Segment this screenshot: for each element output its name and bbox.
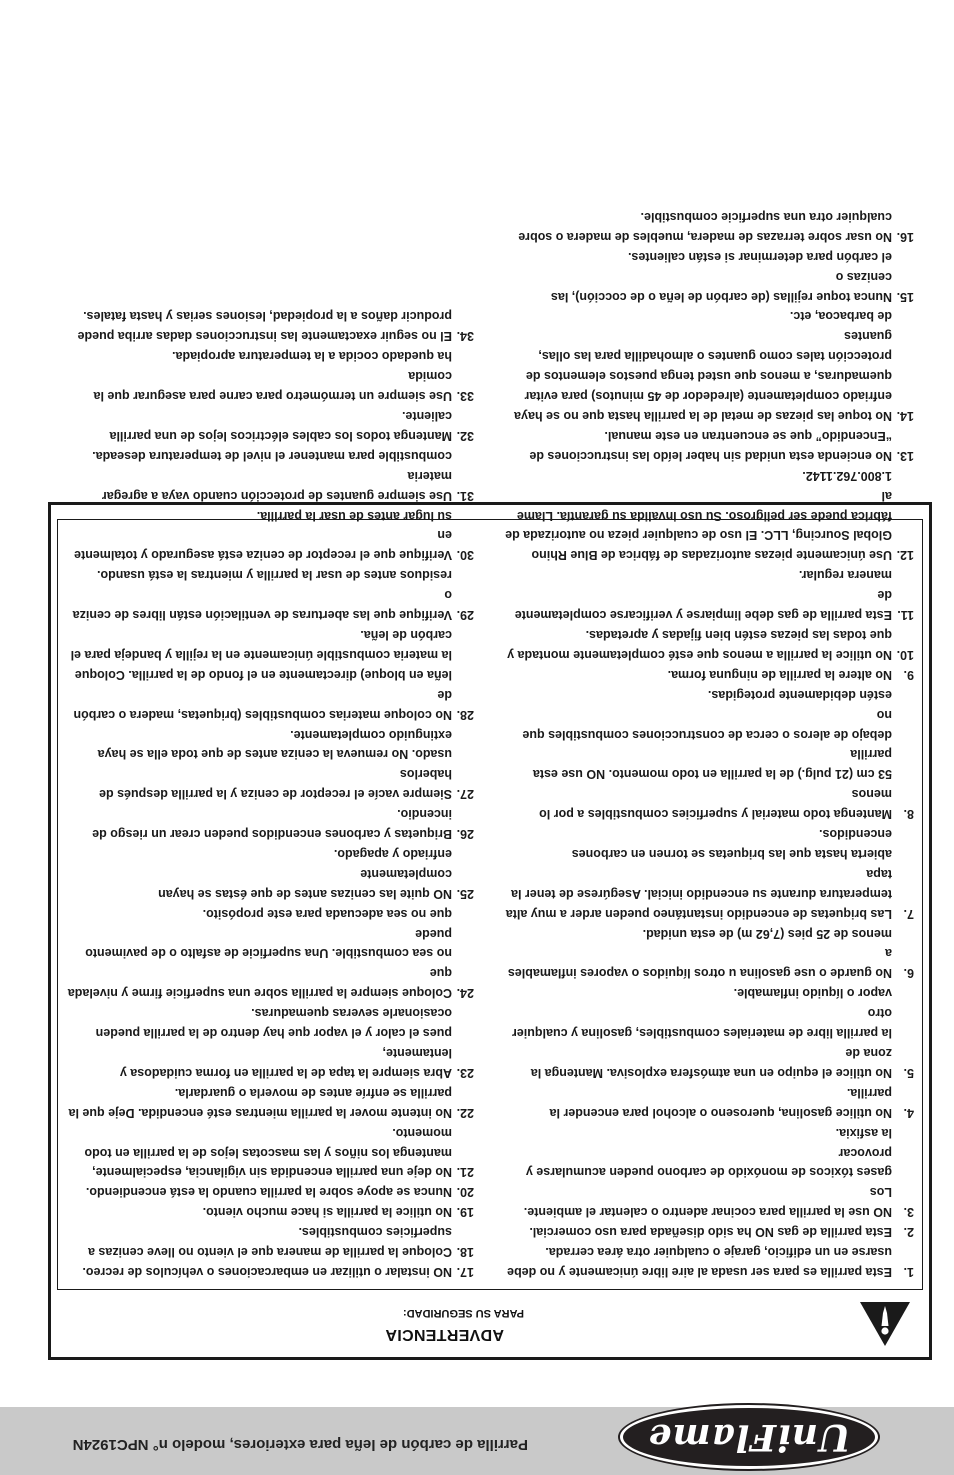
instruction-line: 1.800.762.1142.: [802, 468, 892, 483]
instruction-line: superficies combustibles.: [298, 1225, 452, 1240]
instruction-item: [64, 724, 474, 804]
instruction-line: Global Sourcing, LLC. El uso de cualquier pieza no autorizada de: [505, 528, 892, 543]
instruction-line: que todas las piezas estén bien fijadas y apretadas.: [585, 628, 892, 642]
instruction-text: [64, 1221, 452, 1261]
instruction-item: [504, 684, 914, 823]
instruction-line: producir daños a la propiedad, lesiones serias y hasta fatales.: [83, 309, 452, 324]
instruction-text: [64, 1122, 452, 1182]
instruction-item: [504, 1221, 914, 1241]
instruction-line: No coloque materias combustibles (briquetas, madera o carbón de: [73, 687, 452, 722]
instruction-line: NO instalar o utilizar en embarcaciones o vehículos de recreo.: [82, 1265, 452, 1279]
instruction-line: Esta parrilla es para ser usada al aire libre únicamente y no debe: [507, 1265, 892, 1279]
instruction-number: 3.: [903, 1205, 914, 1220]
instruction-number: 5.: [903, 1065, 914, 1080]
instruction-line: residuos antes de usar la parrilla y mientras la está usando.: [96, 568, 452, 583]
instruction-text: [64, 843, 452, 903]
instruction-item: [504, 1082, 914, 1122]
instruction-text: [504, 1221, 892, 1241]
instruction-item: [64, 306, 474, 346]
instruction-item: [504, 425, 914, 465]
instruction-line: protección tales como guantes o almohadilla para las ollas, guantes: [538, 329, 892, 364]
instruction-text: [64, 306, 452, 346]
instruction-line: Briquetas y carbones encendidos pueden crear un riesgo de: [92, 827, 452, 842]
instruction-line: 53 cm (21 pulg.) de la parrilla en todo momento. NO use esta parrilla: [532, 747, 892, 782]
instruction-text: [504, 425, 892, 465]
instruction-item: [504, 465, 914, 565]
instruction-number: 24.: [456, 986, 474, 1001]
instruction-item: [504, 982, 914, 1082]
instruction-line: temperatura durante su encendido inicial. Asegúrese de tener la tapa: [511, 866, 892, 901]
instruction-line: No guarde o use gasolina u otros líquidos o vapores inflamables a: [507, 946, 892, 981]
uniflame-logo: [620, 1405, 878, 1469]
instruction-text: [504, 664, 892, 684]
instruction-line: parrilla se enfríe antes de moverla o guardarla.: [174, 1085, 452, 1100]
instruction-line: El no seguir exactamente las instrucciones dadas arriba puede: [77, 329, 452, 344]
instruction-number: 30.: [456, 548, 474, 563]
instruction-line: enfriado completamente (alrededor de 45 minutos) para evitar: [524, 389, 892, 404]
instruction-line: la materia combustible únicamente en la rejilla y bandeja para el: [70, 647, 452, 662]
instruction-line: cualquier otra una superficie combustible.: [640, 209, 892, 224]
instruction-number: 16.: [896, 229, 914, 244]
instructions-left-column: [504, 206, 914, 1281]
instruction-line: que no sea adecuada para este propósito.: [202, 906, 452, 921]
instruction-line: Use únicamente piezas autorizadas de fábrica de Blue Rhino: [531, 548, 892, 563]
instruction-text: [504, 206, 892, 246]
instruction-line: quemaduras, a menos que usted tenga puestos elementos de: [525, 369, 892, 384]
instruction-text: [504, 1241, 892, 1281]
instruction-line: su lugar antes de usar la parrilla.: [256, 508, 452, 523]
instruction-line: Esta parrilla de gas NO ha sido diseñada para uso comercial.: [529, 1225, 892, 1240]
instruction-line: Abra siempre la tapa de la parrilla en forma cuidadosa y lentamente,: [119, 1046, 452, 1080]
instruction-text: [64, 624, 452, 724]
instruction-line: Las briquetas de encendido instantáneo pueden arder a muy alta: [505, 906, 892, 921]
instruction-number: 31.: [456, 488, 474, 503]
instruction-line: Coloque la parrilla de manera que el viento no lleve cenizas a: [87, 1245, 452, 1260]
instruction-text: [64, 345, 452, 405]
instruction-text: [504, 1122, 892, 1222]
instruction-text: [504, 306, 892, 425]
instruction-item: [64, 1221, 474, 1261]
instruction-text: [504, 465, 892, 565]
warning-title: ADVERTENCIA: [385, 1326, 504, 1343]
instruction-item: [504, 923, 914, 983]
instruction-line: ha quedado cocida a la temperatura apropiada.: [172, 349, 452, 364]
instruction-number: 18.: [456, 1245, 474, 1260]
instruction-line: No utilice el equipo en una atmósfera explosiva. Mantenga la zona de: [530, 1046, 892, 1080]
instruction-text: [504, 923, 892, 983]
instruction-text: [64, 903, 452, 1003]
footer-band: [0, 1407, 954, 1475]
instruction-item: [64, 1122, 474, 1182]
instruction-line: Verifique que las aberturas de ventilación están libres de ceniza o: [72, 588, 452, 623]
instruction-item: [64, 564, 474, 624]
instruction-text: [64, 803, 452, 843]
instruction-line: combustible para mantener el nivel de temperatura deseada.: [92, 448, 452, 463]
instruction-line: de barbacoa, etc.: [789, 309, 892, 324]
instruction-number: 23.: [456, 1065, 474, 1080]
instruction-number: 1.: [903, 1265, 914, 1279]
instruction-number: 21.: [456, 1165, 474, 1180]
instruction-number: 15.: [896, 289, 914, 304]
instruction-line: Siempre vacíe el receptor de ceniza y la parrilla después de haberlos: [99, 767, 452, 802]
instruction-line: extinguido completamente.: [290, 727, 452, 742]
instruction-text: [64, 1002, 452, 1082]
instruction-line: incendio.: [397, 807, 452, 822]
instruction-number: 33.: [456, 389, 474, 404]
instruction-item: [64, 445, 474, 505]
instruction-line: “Encendido” que se encuentran en este manual.: [604, 428, 892, 443]
instruction-item: [504, 246, 914, 306]
instruction-item: [64, 405, 474, 445]
instruction-text: [504, 823, 892, 923]
instruction-line: menos de 25 pies (7,62 m) de esta unidad.: [642, 926, 892, 941]
instruction-number: 4.: [903, 1105, 914, 1120]
instruction-line: No utilice la parrilla a menos que esté completamente montada y: [507, 647, 892, 662]
instruction-item: [504, 823, 914, 923]
instruction-line: vapor o líquido inflamable.: [733, 986, 892, 1001]
instruction-number: 9.: [903, 667, 914, 682]
instruction-item: [64, 1082, 474, 1122]
instruction-line: debajo de aleros o cerca de construcciones combustibles que no: [522, 707, 892, 742]
instruction-text: [64, 1181, 452, 1201]
instruction-item: [64, 345, 474, 405]
instruction-item: [64, 903, 474, 1003]
instruction-line: enfriado y apagado.: [333, 846, 452, 861]
instruction-text: [504, 1082, 892, 1122]
instruction-item: [64, 624, 474, 724]
instruction-line: No intente mover la parrilla mientras esté encendida. Deje que la: [68, 1105, 452, 1120]
instructions-right-column: [64, 306, 474, 1281]
instruction-number: 17.: [456, 1265, 474, 1279]
instruction-item: [64, 1002, 474, 1082]
instruction-line: Mantenga todo material y superficies combustibles a por lo menos: [539, 787, 892, 822]
instruction-line: Esta parrilla de gas debe limpiarse y verificarse completamente de: [514, 588, 892, 623]
instruction-line: Coloque siempre la parrilla sobre una superficie firme y nivelada que: [67, 966, 452, 1001]
instruction-number: 20.: [456, 1185, 474, 1200]
instruction-text: [64, 505, 452, 565]
instruction-line: No altere la parrilla de ninguna forma.: [667, 667, 892, 682]
instruction-line: No deje una parrilla encendida sin vigilancia, especialmente,: [92, 1165, 452, 1180]
instruction-line: la asfixia.: [835, 1125, 892, 1140]
instruction-line: Use siempre un termómetro para carne para asegurar que la comida: [93, 369, 452, 404]
instruction-item: [504, 564, 914, 624]
instruction-line: usado. No remueva la ceniza antes de que toda ella se haya: [97, 747, 452, 762]
instruction-line: Verifique que el receptor de ceniza está asegurado y totalmente en: [74, 528, 452, 563]
instruction-line: pues el calor y el vapor que hay dentro de la parrilla pueden: [95, 1026, 452, 1041]
instruction-item: [504, 306, 914, 425]
instruction-item: [64, 505, 474, 565]
instruction-line: Mantenga todos los cables eléctricos lejos de una parrilla caliente.: [109, 409, 452, 443]
instruction-number: 25.: [456, 886, 474, 901]
instruction-number: 12.: [896, 548, 914, 563]
warning-subtitle: PARA SU SEGURIDAD:: [402, 1307, 524, 1319]
footer-title: Parrilla de carbón de leña para exteriores, modelo n° NPC1924N: [72, 1436, 528, 1453]
instruction-number: 19.: [456, 1205, 474, 1220]
instruction-number: 28.: [456, 707, 474, 722]
instruction-item: [504, 664, 914, 684]
instruction-line: Nunca toque rejillas (de carbón de leña o de cocción), las cenizas o: [550, 269, 892, 304]
instruction-number: 29.: [456, 608, 474, 623]
instruction-text: [504, 684, 892, 823]
instruction-line: NO use la parrilla para cocinar adentro o calentar el ambiente. Los: [523, 1185, 892, 1220]
instruction-number: 22.: [456, 1105, 474, 1120]
instruction-text: [64, 405, 452, 445]
instruction-line: No utilice la parrilla si hace mucho viento.: [202, 1205, 452, 1220]
warning-person-icon: [857, 1299, 913, 1349]
instruction-text: [64, 445, 452, 505]
instruction-item: [504, 206, 914, 246]
instruction-item: [64, 803, 474, 843]
instruction-text: [64, 1082, 452, 1122]
instruction-number: 26.: [456, 827, 474, 842]
instruction-line: carbón de leña.: [360, 628, 452, 642]
safety-instructions-box: [57, 209, 923, 1290]
instruction-item: [504, 624, 914, 664]
instruction-line: ocasionarle severas quemaduras.: [251, 1006, 452, 1021]
instruction-number: 10.: [896, 647, 914, 662]
instruction-line: NO quite las cenizas antes de que éstas se hayan completamente: [158, 866, 452, 901]
instruction-number: 32.: [456, 428, 474, 443]
instruction-line: momento.: [392, 1125, 452, 1140]
instruction-number: 34.: [456, 329, 474, 344]
instruction-number: 6.: [903, 966, 914, 981]
instruction-number: 13.: [896, 448, 914, 463]
instruction-line: Use siempre guantes de protección cuando vaya a agregar materia: [101, 468, 452, 503]
instruction-line: estén debidamente protegidas.: [707, 687, 892, 702]
instruction-line: No utilice gasolina, queroseno o alcohol para encender la parrilla.: [549, 1085, 892, 1120]
instruction-line: la parrilla libre de materiales combustibles, gasolina y cualquier otro: [511, 1006, 892, 1041]
instruction-number: 14.: [896, 409, 914, 424]
instruction-line: usarse en un edificio, garaje o cualquier otra área cerrada.: [545, 1245, 892, 1260]
instruction-text: [64, 1261, 452, 1281]
instruction-number: 7.: [903, 906, 914, 921]
warning-box: [48, 209, 932, 1360]
instruction-item: [64, 843, 474, 903]
instruction-text: [64, 564, 452, 624]
instruction-line: el carbón para determinar si están calientes.: [627, 249, 892, 264]
instruction-item: [64, 1181, 474, 1201]
instruction-text: [504, 982, 892, 1082]
instruction-item: [64, 1201, 474, 1221]
instruction-line: Nunca se apoye sobre la parrilla cuando la está encendiendo.: [85, 1185, 452, 1200]
instruction-line: No toque las piezas de metal de la parrilla hasta que no se haya: [514, 409, 892, 424]
instruction-line: abierta hasta que las briquetas se tornen en carbones encendidos.: [571, 827, 892, 861]
instruction-text: [64, 1201, 452, 1221]
instruction-number: 27.: [456, 787, 474, 802]
instruction-text: [504, 564, 892, 624]
instruction-text: [504, 624, 892, 664]
instruction-item: [504, 1241, 914, 1281]
instruction-item: [504, 1122, 914, 1222]
instruction-line: gases tóxicos de monóxido de carbono pueden acumularse y provocar: [525, 1145, 892, 1180]
logo-text: UniFlame: [647, 1416, 851, 1458]
instruction-number: 11.: [897, 608, 914, 623]
instruction-number: 8.: [903, 807, 914, 822]
instruction-text: [504, 246, 892, 306]
instruction-number: 2.: [903, 1225, 914, 1240]
instruction-text: [64, 724, 452, 804]
instruction-line: fábrica puede ser peligroso. Su uso invalida su garantía. Llame al: [516, 488, 892, 523]
instruction-line: No encienda esta unidad sin haber leído las instrucciones de: [529, 448, 892, 463]
instruction-line: mantenga los niños y las mascotas lejos de la parrilla en todo: [84, 1145, 452, 1160]
instruction-line: leña en bloque) directamente en el fondo de la parrilla. Coloque: [74, 667, 452, 682]
instruction-item: [64, 1261, 474, 1281]
instruction-line: no sea combustible. Una superficie de asfalto o de pavimento puede: [85, 926, 452, 961]
instruction-line: manera regular.: [798, 568, 892, 583]
instruction-line: No usar sobre terrazas de madera, muebles de madera o sobre: [518, 229, 892, 244]
